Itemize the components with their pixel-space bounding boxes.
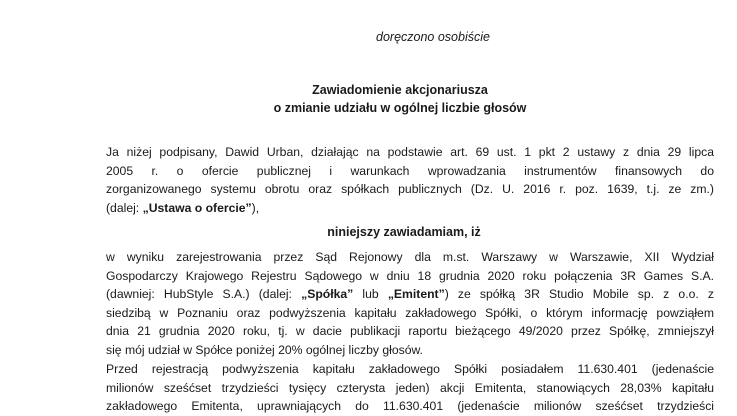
body-text: ) ze spółką 3R Studio Mobile sp. z o.o. z	[444, 287, 714, 302]
body-line: Gospodarczy Krajowego Rejestru Sądowego w dniu 18 grudnia 2020 roku połączenia 3R Games S.A.	[106, 268, 714, 283]
defined-term: „Spółka”	[301, 287, 354, 302]
intro-line: zorganizowanego systemu obrotu oraz spółkach publicznych (Dz. U. 2016 r. poz. 1639, t.j. ze zm.)	[106, 182, 714, 197]
body-line: w wyniku zarejestrowania przez Sąd Rejonowy dla m.st. Warszawy w Warszawie, XII Wydział	[106, 250, 714, 264]
document-subtitle: o zmianie udziału w ogólnej liczbie głosów	[273, 101, 527, 115]
intro-line: Ja niżej podpisany, Dawid Urban, działając na podstawie art. 69 ust. 1 pkt 2 ustawy z dnia 29 lipca	[106, 145, 714, 159]
body-line: dnia 21 grudnia 2020 roku, tj. w dacie publikacji raportu bieżącego 49/2020 przez Spółkę, zmniejszył	[106, 324, 714, 339]
delivery-note: doręczono osobiście	[376, 30, 490, 44]
intro-text: (dalej:	[106, 200, 143, 215]
intro-line	[106, 199, 714, 218]
body-line: się mój udział w Spółce poniżej 20% ogólnej liczby głosów.	[106, 342, 424, 357]
body-paragraph-2	[106, 360, 714, 416]
body-line: Przed rejestracją podwyższenia kapitału zakładowego Spółki posiadałem 11.630.401 (jedenaście	[106, 362, 714, 376]
defined-term: „Emitent”	[387, 287, 445, 302]
document-title: Zawiadomienie akcjonariusza	[312, 83, 488, 97]
intro-text: ),	[251, 200, 260, 215]
body-line	[106, 285, 714, 304]
intro-line: 2005 r. o ofercie publicznej i warunkach wprowadzania instrumentów finansowych do	[106, 163, 714, 178]
notice-heading: niniejszy zawiadamiam, iż	[327, 225, 481, 239]
body-text: (dawniej: HubStyle S.A.) (dalej:	[106, 287, 302, 302]
body-paragraph-1	[106, 248, 714, 360]
body-line: zakładowego Emitenta, uprawniających do 11.630.401 (jedenaście milionów sześćset trzydzieści	[106, 399, 714, 414]
body-text: lub	[353, 287, 388, 302]
body-line: milionów sześćset trzydzieści tysięcy czterysta jeden) akcji Emitenta, stanowiących 28,03% kapitału	[106, 380, 714, 395]
body-line: siedzibą w Poznaniu oraz podwyższenia kapitału zakładowego Spółki, o którym informację powziąłem	[106, 305, 714, 320]
intro-paragraph	[106, 143, 714, 217]
defined-term: „Ustawa o ofercie”	[142, 200, 252, 215]
